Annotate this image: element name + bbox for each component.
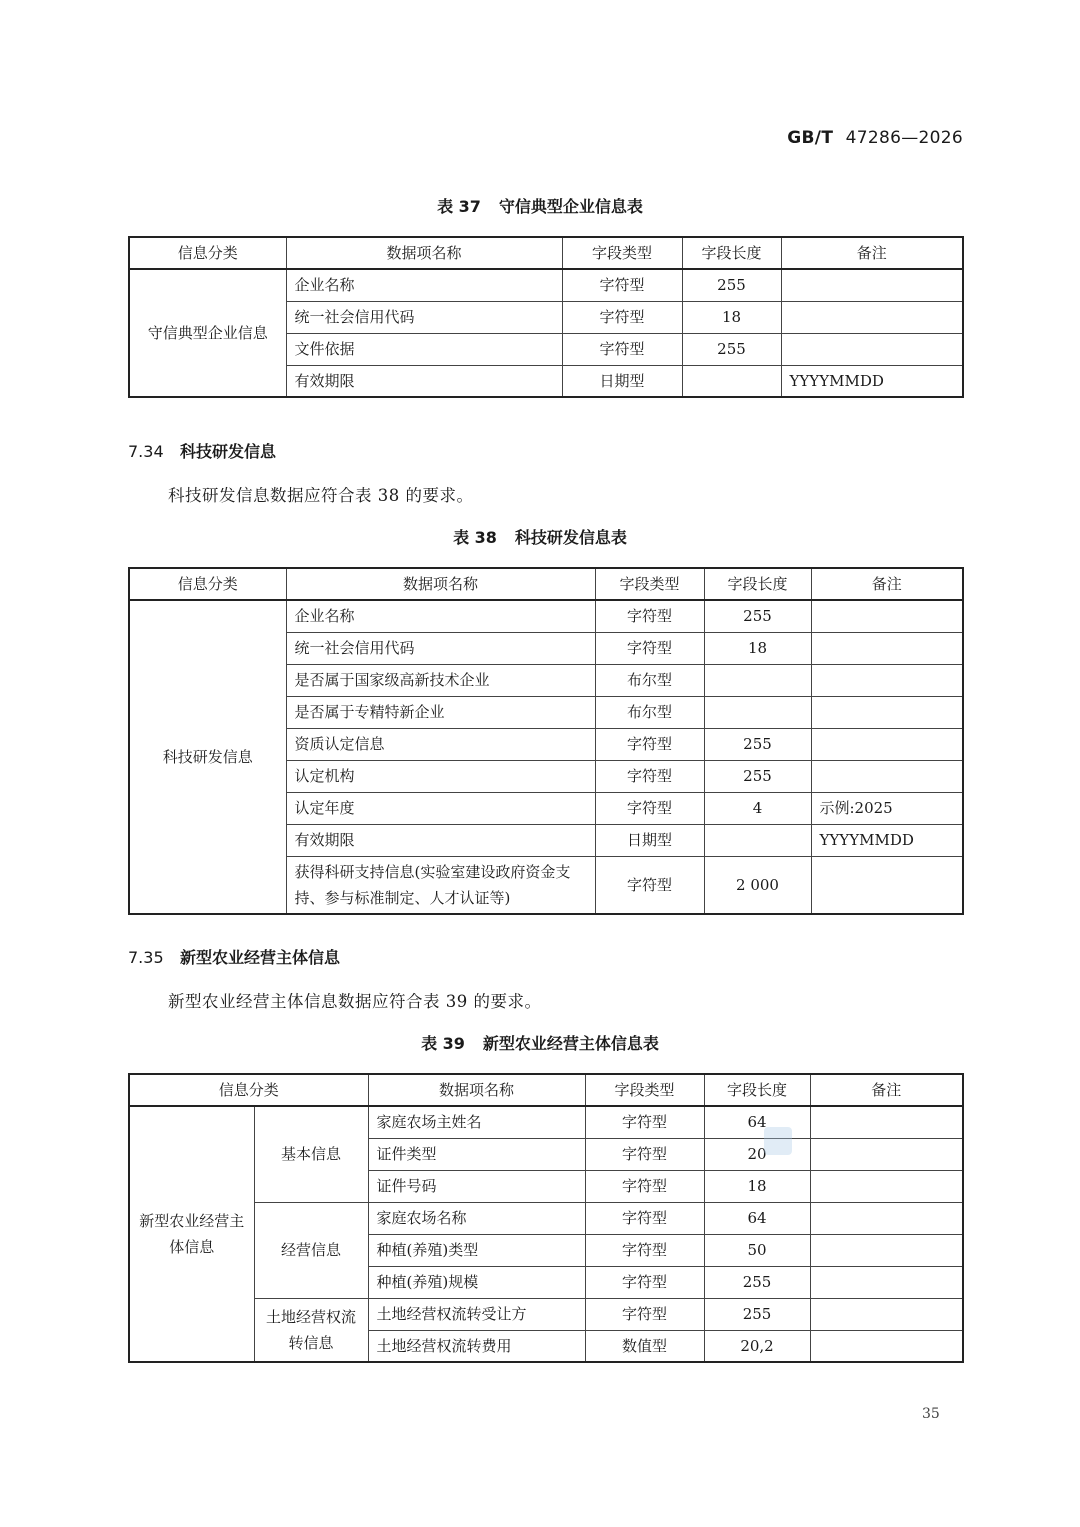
cell-type: 字符型 [562, 269, 682, 301]
table39-header-type: 字段类型 [585, 1074, 704, 1106]
standard-code [787, 128, 963, 148]
standard-number: 47286—2026 [845, 128, 963, 148]
cell-length: 4 [704, 792, 811, 824]
cell-length: 255 [704, 728, 811, 760]
table38-header-note: 备注 [811, 568, 963, 600]
cell-name: 是否属于国家级高新技术企业 [286, 664, 595, 696]
cell-length: 20 [704, 1138, 810, 1170]
table37-caption [0, 194, 1080, 217]
cell-type: 字符型 [562, 301, 682, 333]
table37-header-name: 数据项名称 [286, 237, 562, 269]
cell-note: YYYYMMDD [811, 824, 963, 856]
table37-header-note: 备注 [781, 237, 963, 269]
table-row [129, 1106, 963, 1138]
cell-name: 种植(养殖)类型 [368, 1234, 585, 1266]
cell-name: 家庭农场主姓名 [368, 1106, 585, 1138]
cell-length: 255 [682, 333, 781, 365]
cell-type: 字符型 [585, 1202, 704, 1234]
cell-type: 字符型 [585, 1298, 704, 1330]
table39-header-note: 备注 [810, 1074, 963, 1106]
section-title: 新型农业经营主体信息 [180, 948, 341, 967]
cell-length: 255 [704, 760, 811, 792]
cell-length: 64 [704, 1106, 810, 1138]
cell-type: 字符型 [595, 632, 704, 664]
cell-note [811, 696, 963, 728]
cell-note [810, 1202, 963, 1234]
cell-length [704, 664, 811, 696]
table39-caption-number: 表 39 [421, 1034, 465, 1053]
table37-header-category: 信息分类 [129, 237, 286, 269]
table39-header-category: 信息分类 [129, 1074, 368, 1106]
table38-caption-number: 表 38 [453, 528, 497, 547]
table38-header-category: 信息分类 [129, 568, 286, 600]
cell-name: 家庭农场名称 [368, 1202, 585, 1234]
cell-type: 字符型 [585, 1170, 704, 1202]
table37 [128, 236, 964, 398]
cell-type: 布尔型 [595, 664, 704, 696]
cell-name: 资质认定信息 [286, 728, 595, 760]
cell-name: 有效期限 [286, 824, 595, 856]
cell-length: 50 [704, 1234, 810, 1266]
cell-name: 土地经营权流转费用 [368, 1330, 585, 1362]
cell-type: 字符型 [585, 1138, 704, 1170]
cell-length: 64 [704, 1202, 810, 1234]
table38-category: 科技研发信息 [129, 600, 286, 914]
table38-header-length: 字段长度 [704, 568, 811, 600]
cell-note [811, 856, 963, 914]
cell-note [811, 760, 963, 792]
cell-length: 255 [682, 269, 781, 301]
standard-prefix: GB/T [787, 128, 834, 148]
table37-caption-number: 表 37 [437, 197, 481, 216]
cell-type: 数值型 [585, 1330, 704, 1362]
cell-name: 土地经营权流转受让方 [368, 1298, 585, 1330]
table38 [128, 567, 964, 915]
section-7-35-heading [128, 945, 340, 968]
cell-type: 布尔型 [595, 696, 704, 728]
cell-type: 字符型 [595, 760, 704, 792]
cell-note [810, 1234, 963, 1266]
cell-note: YYYYMMDD [781, 365, 963, 397]
cell-length: 255 [704, 1298, 810, 1330]
table-row [129, 1202, 963, 1234]
table-row [129, 1298, 963, 1330]
cell-name: 企业名称 [286, 269, 562, 301]
cell-name: 证件类型 [368, 1138, 585, 1170]
table38-header-name: 数据项名称 [286, 568, 595, 600]
cell-name: 文件依据 [286, 333, 562, 365]
cell-length: 18 [682, 301, 781, 333]
section-7-34-paragraph: 科技研发信息数据应符合表 38 的要求。 [168, 486, 474, 505]
cell-note [781, 301, 963, 333]
cell-note [810, 1298, 963, 1330]
cell-note [810, 1138, 963, 1170]
cell-note: 示例:2025 [811, 792, 963, 824]
section-7-34-heading [128, 439, 276, 462]
watermark-mark [764, 1127, 792, 1155]
table39-category: 新型农业经营主体信息 [129, 1106, 254, 1362]
table37-category: 守信典型企业信息 [129, 269, 286, 397]
table37-header-type: 字段类型 [562, 237, 682, 269]
table38-caption [0, 525, 1080, 548]
cell-type: 字符型 [595, 600, 704, 632]
cell-type: 字符型 [595, 792, 704, 824]
cell-name: 获得科研支持信息(实验室建设政府资金支持、参与标准制定、人才认证等) [286, 856, 595, 914]
table39-caption [0, 1031, 1080, 1054]
cell-note [810, 1266, 963, 1298]
cell-length [704, 696, 811, 728]
cell-note [811, 664, 963, 696]
table37-header-length: 字段长度 [682, 237, 781, 269]
cell-type: 字符型 [585, 1106, 704, 1138]
table39-group-land-transfer: 土地经营权流转信息 [254, 1298, 368, 1362]
cell-type: 日期型 [562, 365, 682, 397]
cell-name: 统一社会信用代码 [286, 301, 562, 333]
cell-type: 字符型 [585, 1234, 704, 1266]
cell-length [682, 365, 781, 397]
cell-note [781, 333, 963, 365]
table38-caption-title: 科技研发信息表 [514, 528, 627, 547]
cell-name: 有效期限 [286, 365, 562, 397]
cell-note [811, 728, 963, 760]
cell-name: 认定机构 [286, 760, 595, 792]
table-row [129, 269, 963, 301]
section-number: 7.35 [128, 948, 164, 967]
table37-caption-title: 守信典型企业信息表 [498, 197, 643, 216]
cell-note [781, 269, 963, 301]
cell-length: 2 000 [704, 856, 811, 914]
cell-length: 20,2 [704, 1330, 810, 1362]
table38-header-type: 字段类型 [595, 568, 704, 600]
section-title: 科技研发信息 [180, 442, 277, 461]
cell-length: 18 [704, 1170, 810, 1202]
cell-note [810, 1170, 963, 1202]
cell-length: 255 [704, 1266, 810, 1298]
cell-name: 企业名称 [286, 600, 595, 632]
cell-note [810, 1106, 963, 1138]
cell-note [810, 1330, 963, 1362]
table39-header-name: 数据项名称 [368, 1074, 585, 1106]
table39-caption-title: 新型农业经营主体信息表 [482, 1034, 659, 1053]
cell-type: 字符型 [595, 856, 704, 914]
cell-name: 认定年度 [286, 792, 595, 824]
cell-note [811, 600, 963, 632]
cell-length: 255 [704, 600, 811, 632]
cell-type: 字符型 [562, 333, 682, 365]
table39 [128, 1073, 964, 1363]
section-number: 7.34 [128, 442, 164, 461]
table39-group-operation: 经营信息 [254, 1202, 368, 1298]
section-7-35-paragraph: 新型农业经营主体信息数据应符合表 39 的要求。 [168, 992, 542, 1011]
cell-length [704, 824, 811, 856]
table-row [129, 600, 963, 632]
page-number: 35 [922, 1406, 940, 1422]
cell-name: 统一社会信用代码 [286, 632, 595, 664]
cell-note [811, 632, 963, 664]
cell-name: 证件号码 [368, 1170, 585, 1202]
cell-name: 是否属于专精特新企业 [286, 696, 595, 728]
table39-header-length: 字段长度 [704, 1074, 810, 1106]
cell-type: 字符型 [595, 728, 704, 760]
cell-type: 字符型 [585, 1266, 704, 1298]
cell-type: 日期型 [595, 824, 704, 856]
cell-length: 18 [704, 632, 811, 664]
cell-name: 种植(养殖)规模 [368, 1266, 585, 1298]
table39-group-basic: 基本信息 [254, 1106, 368, 1202]
